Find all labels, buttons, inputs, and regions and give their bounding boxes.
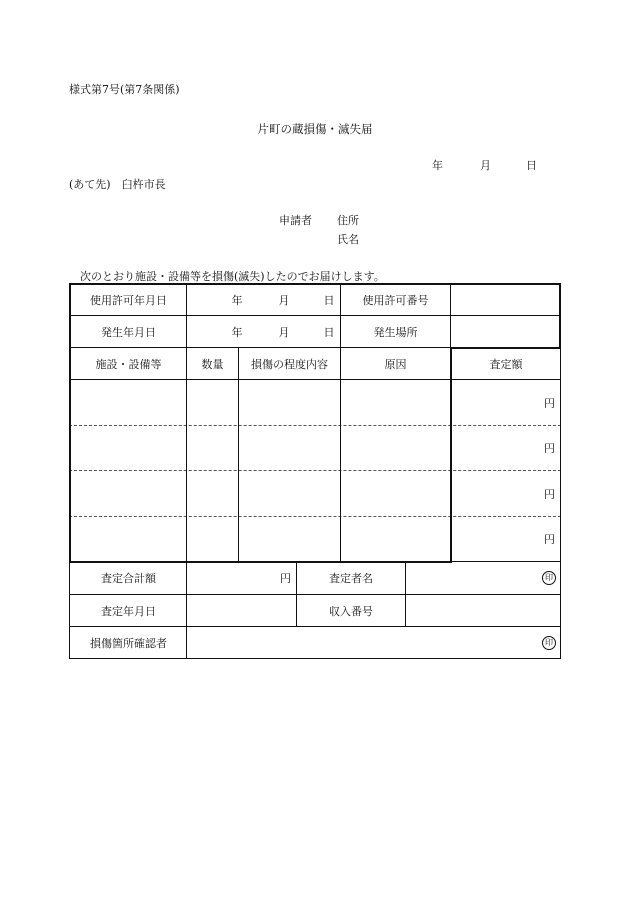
occurrence-month-unit: 月 [278, 325, 290, 339]
form-number: 様式第7号(第7条関係) [69, 83, 180, 96]
date-year: 年 [432, 159, 443, 172]
table-border-right-lower [560, 348, 561, 659]
header-quantity: 数量 [201, 357, 224, 371]
intro-text: 次のとおり施設・設備等を損傷(滅失)したのでお届けします。 [80, 270, 385, 283]
permit-year-unit: 年 [231, 293, 243, 307]
form-title: 片町の蔵損傷・滅失届 [257, 122, 373, 136]
item-yen-4: 円 [544, 533, 555, 546]
occurrence-day-unit: 日 [323, 325, 335, 339]
seal-mark-inspector: 印 [542, 636, 556, 650]
table-border-right-upper [559, 283, 561, 348]
location-label: 発生場所 [373, 325, 418, 339]
header-cause: 原因 [384, 357, 407, 371]
total-label: 査定合計額 [101, 572, 156, 585]
address-label: 住所 [337, 214, 359, 227]
occurrence-year-unit: 年 [231, 325, 243, 339]
permit-month-unit: 月 [278, 293, 290, 307]
addressee: (あて先) 臼杵市長 [69, 178, 166, 191]
assessment-date-label: 査定年月日 [101, 604, 156, 618]
damage-report-table [69, 283, 561, 660]
occurrence-date-label: 発生年月日 [101, 325, 156, 339]
permit-number-label: 使用許可番号 [362, 293, 429, 307]
permit-date-label: 使用許可年月日 [90, 293, 167, 307]
revenue-number-label: 収入番号 [329, 604, 373, 618]
applicant-label: 申請者 [279, 214, 312, 227]
col-line-damage [340, 347, 341, 562]
item-yen-3: 円 [544, 487, 555, 501]
header-assessment: 査定額 [489, 357, 523, 371]
name-label: 氏名 [337, 233, 359, 246]
col-line-label [186, 283, 187, 659]
header-damage: 損傷の程度内容 [251, 357, 328, 371]
seal-mark-assessor: 印 [542, 571, 556, 585]
table-border-bottom [69, 658, 561, 659]
table-border-left-lower [69, 562, 70, 659]
assessor-label: 査定者名 [329, 572, 373, 585]
col-line-right-value [450, 283, 451, 348]
header-facility: 施設・設備等 [95, 357, 162, 371]
col-line-quantity [238, 347, 239, 562]
permit-day-unit: 日 [323, 293, 335, 307]
item-yen-2: 円 [544, 442, 555, 455]
item-yen-1: 円 [544, 396, 555, 410]
date-month: 月 [480, 159, 491, 172]
total-yen: 円 [280, 572, 291, 585]
assessor-seal-cell [406, 562, 556, 594]
date-day: 日 [526, 159, 537, 172]
inspector-seal-cell [187, 627, 556, 658]
inspector-label: 損傷箇所確認者 [90, 636, 167, 650]
